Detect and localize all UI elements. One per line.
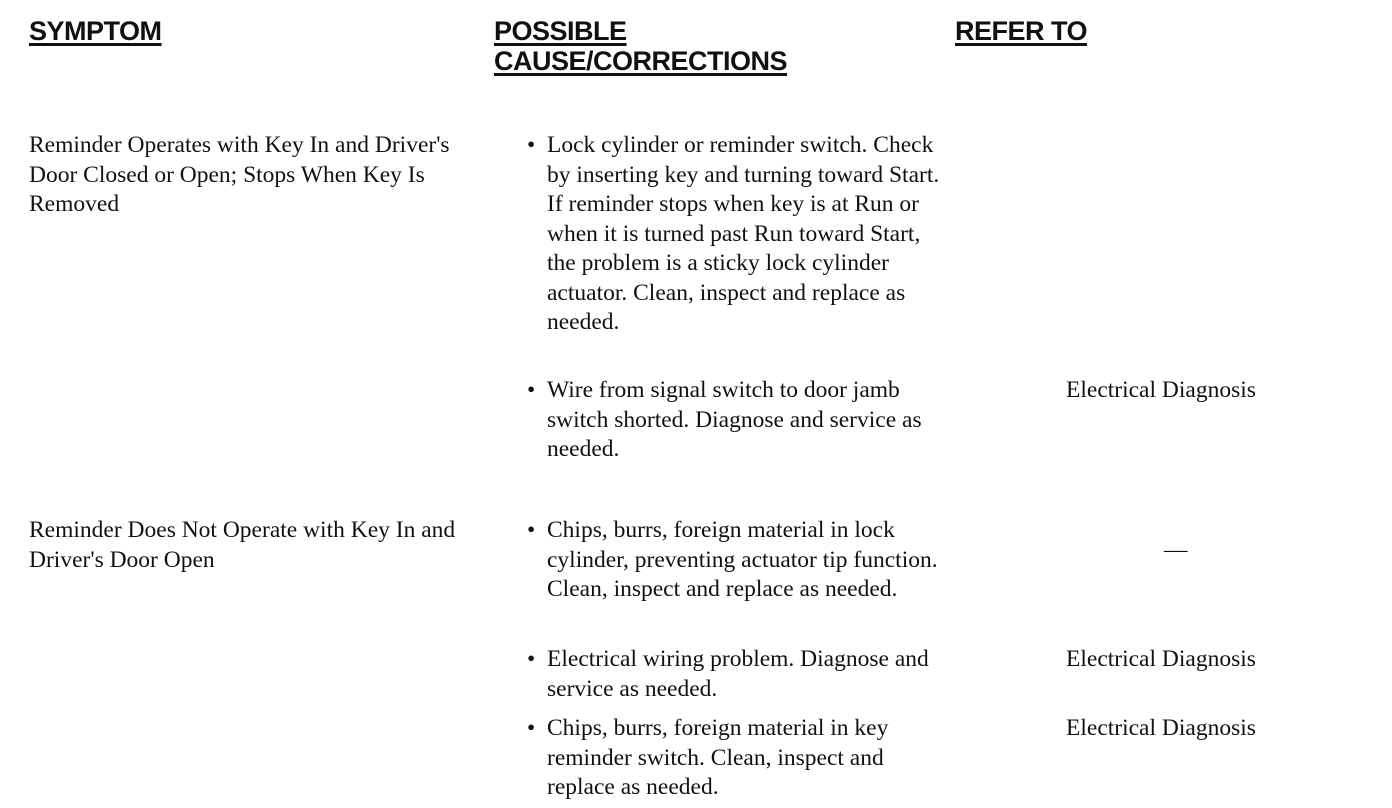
refer-2-3: Electrical Diagnosis [1066,715,1256,741]
refer-1-2: Electrical Diagnosis [1066,377,1256,403]
bullet-icon: • [527,132,536,158]
cause-text: Chips, burrs, foreign material in key reminder switch. Clean, inspect and replace as needed. [547,715,889,800]
cause-1-1 [527,131,947,338]
cause-2-3 [527,714,947,803]
bullet-icon: • [527,715,536,741]
header-symptom: SYMPTOM [29,16,162,46]
refer-2-2: Electrical Diagnosis [1066,646,1256,672]
cause-text: Lock cylinder or reminder switch. Check by inserting key and turning toward Start. If reminder stops when key is at Run or when it is turned past Run toward Start, the problem is a sticky lock cylinder actuator. Clean, inspect and replace as needed. [547,132,940,335]
cause-2-1 [527,516,947,605]
bullet-icon: • [527,646,536,672]
cause-2-2 [527,645,947,704]
header-refer-to: REFER TO [955,16,1088,46]
bullet-icon: • [527,377,536,403]
cause-text: Electrical wiring problem. Diagnose and service as needed. [547,646,929,702]
cause-text: Chips, burrs, foreign material in lock cylinder, preventing actuator tip function. Clean, inspect and replace as needed. [547,517,938,602]
symptom-2: Reminder Does Not Operate with Key In and Driver's Door Open [29,517,456,573]
bullet-icon: • [527,517,536,543]
refer-2-1: — [1164,536,1188,563]
symptom-1: Reminder Operates with Key In and Driver's Door Closed or Open; Stops When Key Is Removed [29,132,450,217]
header-possible-cause: POSSIBLE CAUSE/CORRECTIONS [494,16,788,76]
cause-text: Wire from signal switch to door jamb switch shorted. Diagnose and service as needed. [547,377,922,462]
cause-1-2 [527,376,947,465]
